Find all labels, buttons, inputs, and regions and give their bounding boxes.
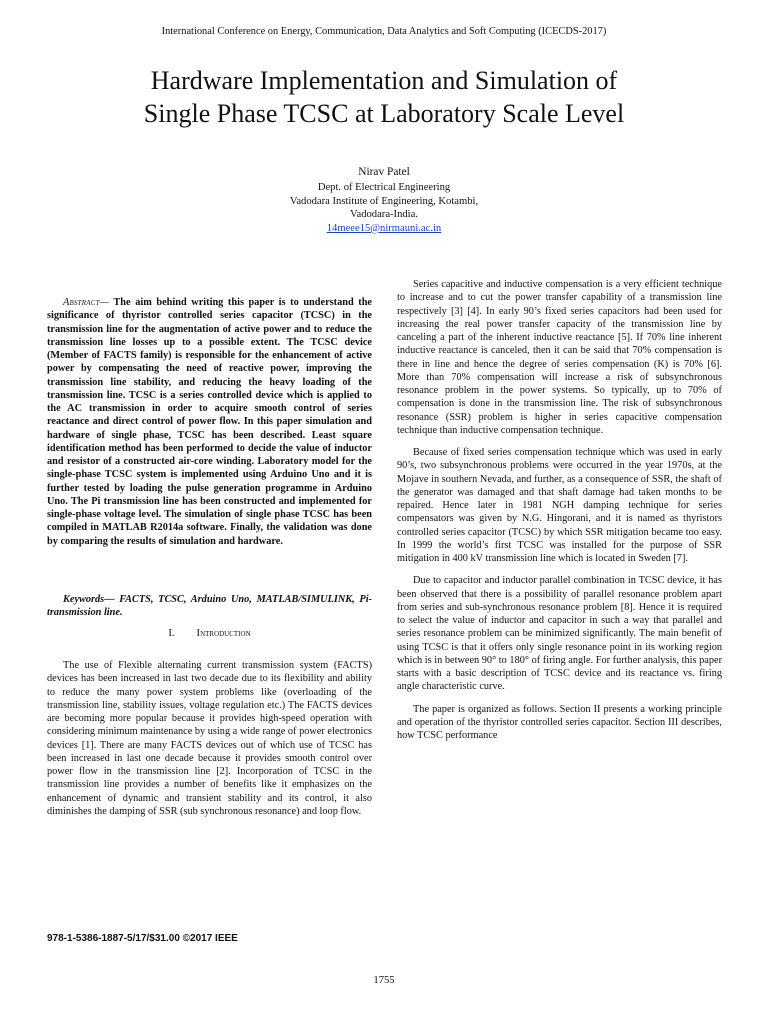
abstract [47, 296, 372, 548]
section-number: I. [168, 628, 175, 639]
author-department: Dept. of Electrical Engineering [317, 182, 451, 194]
author-email-link[interactable]: 14meee15@nirmauni.ac.in [326, 222, 442, 234]
author-block [200, 166, 568, 235]
author-name: Nirav Patel [358, 166, 410, 178]
right-paragraph-3: Due to capacitor and inductor parallel combination in TCSC device, it has been observed that there is a possibility of parallel resonance problem apart from series and sub-synchronous resonance problem [8]. Hence it is required to select the value of inductor and capacitor in such a way that parallel and series resonance problem can be minimized significantly. The main benefit of using TCSC is that it offers only single resonance point in its working region which is in between 90° to 180° of firing angle. For further analysis, this paper starts with a basic description of TCSC device and its reactance vs. firing angle characteristic curve. [397, 575, 722, 693]
paper-title-line-1: Hardware Implementation and Simulation of [150, 66, 618, 95]
right-paragraph-4: The paper is organized as follows. Section II presents a working principle and operation of the thyristor controlled series capacitor. Section III describes, how TCSC performance [397, 703, 722, 741]
right-paragraph-1: Series capacitive and inductive compensation is a very efficient technique to increase and to cut the power transfer capability of a transmission line respectively [3] [4]. In early 90’s fixed series capacitors had been used for increasing the real power transfer capacity of the transmission line by canceling a part of the inherent inductive reactance [5]. If 70% line inherent inductive reactance is canceled, then it can be said that 70% compensation is there in line and hence the degree of series compensation (K) is 70% [6]. More than 70% compensation will increase a risk of subsynchronous resonance problem in the power systems. So typically, up to 70% of compensation is done in the transmission line. The risk of subsynchronous resonance (SSR) problem is higher in series capacitive compensation technique than inductive compensation technique. [397, 279, 722, 436]
section-title: Introduction [196, 628, 251, 639]
paper-title-line-2: Single Phase TCSC at Laboratory Scale Level [143, 99, 625, 128]
author-email[interactable] [200, 222, 568, 235]
right-paragraph-2: Because of fixed series compensation technique which was used in early 90’s, two subsynchronous problems were occurred in the year 1970s, at the Mojave in southern Nevada, and further, as a consequence of SSR, the shaft of the generator was damaged and that shaft damage had taken months to be repaired. Hence later in 1981 NGH damping technique for series compensators was given by N.G. Hingorani, and it is named as thyristors controlled series capacitor (TCSC) by which SSR mitigation became too easy. In 1999 the world’s first TCSC was installed for the purpose of SSR mitigation in 400 kV transmission line which is located in Sweden [7]. [397, 447, 722, 564]
paper-title [40, 64, 728, 130]
intro-paragraph: The use of Flexible alternating current transmission system (FACTS) devices has been increased in last two decade due to its flexibility and ability to reduce the many power system problems like (overloading of the transmission line, stability issues, voltage regulation etc.) The FACTS devices are becoming more popular because it provides high-speed operation with considering minimum maintenance by using a wide range of power electronics devices [1]. There are many FACTS devices out of which use of TCSC has been increased in last one decade because it provides smooth control over power flow in the transmission line [2]. Incorporation of TCSC in the transmission line provides a number of benefits like it emphasizes on the enhancement of dynamic and transient stability and its control, it also diminishes the damping of SSR (sub synchronous resonance) and loop flow. [47, 660, 372, 817]
introduction-body [47, 659, 372, 827]
abstract-label: Abstract— [63, 297, 110, 308]
page-number: 1755 [373, 975, 395, 986]
author-institute: Vadodara Institute of Engineering, Kotambi, [289, 195, 479, 207]
author-location: Vadodara-India. [350, 209, 418, 221]
section-heading-introduction [47, 628, 372, 639]
keywords-text: FACTS, TCSC, Arduino Uno, MATLAB/SIMULINK, Pi-transmission line. [47, 594, 372, 619]
abstract-text: The aim behind writing this paper is to understand the significance of thyristor controlled series capacitor (TCSC) in the transmission line for the augmentation of active power and to reduce the transmission line losses up to a possible extent. The TCSC device (Member of FACTS family) is responsible for the enhancement of active power by compensating the need of reactive power, improving the transmission line stability, and reducing the heavy loading of the transmission line. TCSC is a series controlled device which is applied to the AC transmission in order to acquire smooth control of series reactance and direct control of power flow. In this paper simulation and hardware of single phase, TCSC has been described. Least square identification method has been performed to decide the value of inductor and resistor of a constructed air-core winding. Laboratory model for the single-phase TCSC system is implemented using Arduino Uno and it is further tested by loading the pulse generation programme in Arduino Uno. The Pi transmission line has been constructed and implemented for single-phase voltage level. The simulation of single phase TCSC has been compiled in MATLAB R2014a software. Finally, the validation was done by comparing the results of simulation and hardware. [47, 297, 372, 547]
copyright-notice: 978-1-5386-1887-5/17/$31.00 ©2017 IEEE [47, 933, 238, 944]
conference-header: International Conference on Energy, Communication, Data Analytics and Soft Computing (ICECDS-2017) [161, 26, 607, 37]
keywords-label: Keywords— [63, 594, 115, 605]
right-column-body [397, 278, 722, 751]
keywords [47, 593, 372, 620]
